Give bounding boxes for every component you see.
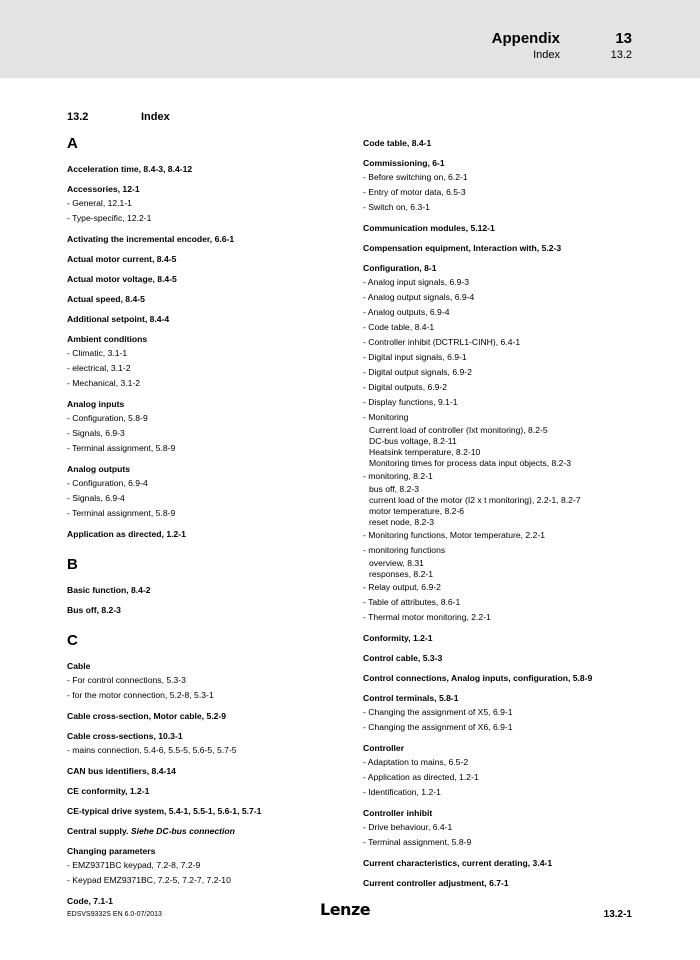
index-page-ref: 5.12-1	[470, 223, 495, 233]
index-subentry: - Terminal assignment, 5.8-9	[67, 508, 176, 518]
index-subentry: - Terminal assignment, 5.8-9	[363, 837, 472, 847]
header-chapter: 13	[615, 30, 632, 47]
index-term-text: Communication modules,	[363, 223, 469, 233]
index-term	[67, 333, 357, 346]
section-title: Index	[141, 111, 170, 123]
index-entry	[67, 333, 357, 391]
index-page-ref: 8.4-5	[125, 294, 145, 304]
index-term-text: Additional setpoint,	[67, 314, 148, 324]
index-term-text: Compensation equipment, Interaction with,	[363, 243, 540, 253]
index-page-ref: 8.4-3, 8.4-12	[143, 164, 193, 174]
index-term-text: Analog outputs	[67, 464, 131, 474]
index-subentry: - Before switching on, 6.2-1	[363, 172, 468, 182]
lenze-logo: Lenze	[320, 900, 371, 919]
index-term-text: Cable cross-section, Motor cable,	[67, 711, 205, 721]
index-entry	[67, 805, 357, 818]
index-subentry: - Changing the assignment of X5, 6.9-1	[363, 707, 513, 717]
index-entry	[67, 293, 357, 306]
index-subentry: - for the motor connection, 5.2-8, 5.3-1	[67, 690, 214, 700]
index-subentry: - Analog outputs, 6.9-4	[363, 307, 450, 317]
index-term-text: Activating the incremental encoder,	[67, 234, 213, 244]
index-page-ref: 1.2-1	[129, 786, 150, 796]
index-term	[67, 398, 357, 411]
index-column-left	[67, 134, 357, 915]
index-subentry-detail: DC-bus voltage, 8.2-11	[369, 436, 457, 446]
index-term-text: Control cable,	[363, 653, 421, 663]
index-page-ref: 6.6-1	[214, 234, 235, 244]
index-term-text: Ambient conditions	[67, 334, 148, 344]
index-term	[67, 730, 357, 743]
index-subentry: - Drive behaviour, 6.4-1	[363, 822, 453, 832]
index-subentry: - Thermal motor monitoring, 2.2-1	[363, 612, 491, 622]
section-number: 13.2	[67, 111, 89, 123]
index-entry	[363, 672, 673, 685]
index-term-text: Actual speed,	[67, 294, 123, 304]
index-subentry: - Switch on, 6.3-1	[363, 202, 430, 212]
index-entry	[363, 857, 673, 870]
index-term	[67, 710, 357, 723]
index-entry	[67, 604, 357, 617]
index-page-ref: 8.2-3	[101, 605, 121, 615]
index-term-text: Actual motor current,	[67, 254, 155, 264]
index-subentry: - Controller inhibit (DCTRL1-CINH), 6.4-1	[363, 337, 521, 347]
index-term-text: Control connections, Analog inputs, configuration,	[363, 673, 571, 683]
index-subentry: - electrical, 3.1-2	[67, 363, 131, 373]
index-subentry: - Digital outputs, 6.9-2	[363, 382, 448, 392]
index-entry	[363, 807, 673, 850]
index-page-ref: 5.8-1	[438, 693, 459, 703]
index-subentry: - Climatic, 3.1-1	[67, 348, 128, 358]
index-subentry: - Application as directed, 1.2-1	[363, 772, 479, 782]
index-page-ref: 1.2-1	[166, 529, 186, 539]
index-entry	[363, 242, 673, 255]
index-term-text: Current controller adjustment,	[363, 878, 487, 888]
index-page-ref: 5.8-9	[572, 673, 593, 683]
index-page-ref: 5.2-3	[541, 243, 562, 253]
index-term	[67, 253, 357, 266]
index-term-text: CE conformity,	[67, 786, 128, 796]
index-entry	[67, 273, 357, 286]
index-page-ref: 3.4-1	[532, 858, 553, 868]
index-entry	[363, 652, 673, 665]
index-term	[67, 233, 357, 246]
index-term	[67, 895, 357, 908]
index-term	[67, 293, 357, 306]
index-term	[67, 660, 357, 673]
index-term-text: Analog inputs	[67, 399, 125, 409]
index-page-ref: 8.4-5	[157, 274, 177, 284]
index-entry	[67, 584, 357, 597]
index-term-text: Commissioning,	[363, 158, 430, 168]
index-letter: B	[67, 556, 78, 573]
index-entry	[67, 785, 357, 798]
index-page-ref: 5.3-3	[422, 653, 443, 663]
index-page-ref: 7.1-1	[93, 896, 113, 906]
index-subentry-detail: Heatsink temperature, 8.2-10	[369, 447, 481, 457]
index-entry	[67, 233, 357, 246]
index-term-text: Code,	[67, 896, 91, 906]
index-subentry: - Adaptation to mains, 6.5-2	[363, 757, 469, 767]
index-subentry: - Relay output, 6.9-2	[363, 582, 441, 592]
index-entry	[67, 660, 357, 703]
index-subentry-detail: responses, 8.2-1	[369, 569, 434, 579]
index-entry	[363, 262, 673, 625]
index-term	[67, 163, 357, 176]
index-subentry-detail: motor temperature, 8.2-6	[369, 506, 465, 516]
index-subentry-detail: current load of the motor (I2 x t monitoring), 2.2-1, 8.2-7	[369, 495, 581, 505]
index-page-ref: 6-1	[432, 158, 445, 168]
index-term-text: Accessories,	[67, 184, 121, 194]
index-term	[67, 825, 357, 838]
index-entry	[363, 157, 673, 215]
index-column-right	[363, 137, 673, 897]
index-term	[363, 137, 673, 150]
index-subentry: - mains connection, 5.4-6, 5.5-5, 5.6-5, 5.7-5	[67, 745, 237, 755]
index-subentry: - monitoring functions	[363, 545, 446, 555]
index-subentry-detail: Monitoring times for process data input objects, 8.2-3	[369, 458, 572, 468]
index-term-text: Acceleration time,	[67, 164, 142, 174]
index-page-ref: 8.4-5	[156, 254, 177, 264]
index-term	[363, 742, 673, 755]
index-entry	[67, 730, 357, 758]
index-term-text: CAN bus identifiers,	[67, 766, 150, 776]
index-entry	[363, 632, 673, 645]
index-subentry: - Signals, 6.9-3	[67, 428, 125, 438]
index-term-text: Controller inhibit	[363, 808, 433, 818]
index-subentry-detail: Current load of controller (Ixt monitoring), 8.2-5	[369, 425, 548, 435]
index-subentry: - Monitoring	[363, 412, 409, 422]
index-term-text: Code table,	[363, 138, 410, 148]
index-term	[67, 463, 357, 476]
index-subentry: - Mechanical, 3.1-2	[67, 378, 141, 388]
index-subentry: - Analog input signals, 6.9-3	[363, 277, 470, 287]
index-term-text: Actual motor voltage,	[67, 274, 155, 284]
index-term	[67, 183, 357, 196]
index-subentry: - Signals, 6.9-4	[67, 493, 125, 503]
index-term-text: Current characteristics, current derating,	[363, 858, 531, 868]
index-term-text: Configuration,	[363, 263, 422, 273]
section-heading	[67, 111, 170, 123]
index-entry	[67, 463, 357, 521]
index-subentry: - General, 12.1-1	[67, 198, 132, 208]
index-term-text: Basic function,	[67, 585, 129, 595]
index-entry	[363, 137, 673, 150]
index-term	[67, 604, 357, 617]
index-subentry: - Terminal assignment, 5.8-9	[67, 443, 176, 453]
index-entry	[67, 398, 357, 456]
index-term	[67, 845, 357, 858]
index-entry	[363, 692, 673, 735]
index-entry	[67, 765, 357, 778]
index-page-ref: 8.4-4	[149, 314, 170, 324]
index-term	[363, 632, 673, 645]
index-entry	[67, 710, 357, 723]
index-term-text: Changing parameters	[67, 846, 156, 856]
page-number: 13.2-1	[603, 909, 632, 920]
index-term	[363, 877, 673, 890]
index-page-ref: 12-1	[122, 184, 140, 194]
index-subentry: - For control connections, 5.3-3	[67, 675, 186, 685]
index-term	[363, 857, 673, 870]
index-term	[363, 157, 673, 170]
index-term	[363, 222, 673, 235]
index-entry	[363, 222, 673, 235]
index-term-text: Control terminals,	[363, 693, 437, 703]
index-term	[67, 313, 357, 326]
index-subentry: - Analog output signals, 6.9-4	[363, 292, 475, 302]
index-subentry: - Configuration, 5.8-9	[67, 413, 148, 423]
index-entry	[67, 825, 357, 838]
index-term-text: Conformity,	[363, 633, 411, 643]
header-subtitle: Index	[533, 49, 560, 61]
index-term-text: Application as directed,	[67, 529, 164, 539]
index-page-ref: 8.4-1	[411, 138, 432, 148]
index-page-ref: 8-1	[424, 263, 437, 273]
index-subentry-detail: bus off, 8.2-3	[369, 484, 420, 494]
index-subentry: - Code table, 8.4-1	[363, 322, 435, 332]
index-term	[67, 805, 357, 818]
index-term	[67, 785, 357, 798]
index-page-ref: 5.2-9	[206, 711, 227, 721]
index-subentry-detail: reset node, 8.2-3	[369, 517, 434, 527]
index-subentry: - Digital input signals, 6.9-1	[363, 352, 467, 362]
index-page-ref: 5.4-1, 5.5-1, 5.6-1, 5.7-1	[168, 806, 262, 816]
index-term-text: Cable	[67, 661, 91, 671]
index-term	[67, 273, 357, 286]
index-subentry: - Configuration, 6.9-4	[67, 478, 148, 488]
index-term	[363, 807, 673, 820]
index-term	[67, 584, 357, 597]
index-entry	[67, 895, 357, 908]
index-subentry: - Keypad EMZ9371BC, 7.2-5, 7.2-7, 7.2-10	[67, 875, 231, 885]
index-term-text: Bus off,	[67, 605, 99, 615]
index-subentry: - monitoring, 8.2-1	[363, 471, 433, 481]
index-term	[363, 262, 673, 275]
index-entry	[67, 313, 357, 326]
index-entry	[67, 253, 357, 266]
index-entry	[363, 742, 673, 800]
index-entry	[363, 877, 673, 890]
index-term	[363, 672, 673, 685]
index-term	[363, 652, 673, 665]
index-subentry: - Display functions, 9.1-1	[363, 397, 458, 407]
index-see-also: Siehe DC-bus connection	[130, 826, 235, 836]
index-term-text: CE-typical drive system,	[67, 806, 167, 816]
page-header	[0, 0, 700, 78]
index-subentry: - Monitoring functions, Motor temperature, 2.2-1	[363, 530, 545, 540]
index-term	[363, 242, 673, 255]
index-letter: A	[67, 135, 78, 152]
index-term-text: Cable cross-sections,	[67, 731, 156, 741]
index-subentry: - Table of attributes, 8.6-1	[363, 597, 461, 607]
index-term	[363, 692, 673, 705]
index-entry	[67, 845, 357, 888]
index-term	[67, 765, 357, 778]
index-subentry: - Type-specific, 12.2-1	[67, 213, 152, 223]
index-term-text: Central supply.	[67, 826, 129, 836]
index-page-ref: 1.2-1	[412, 633, 433, 643]
index-page-ref: 6.7-1	[489, 878, 509, 888]
header-title: Appendix	[491, 30, 560, 47]
document-id: EDSVS9332S EN 6.0-07/2013	[67, 911, 162, 918]
index-term	[67, 528, 357, 541]
index-subentry: - Digital output signals, 6.9-2	[363, 367, 472, 377]
index-subentry: - Changing the assignment of X6, 6.9-1	[363, 722, 513, 732]
index-subentry: - Entry of motor data, 6.5-3	[363, 187, 466, 197]
index-term-text: Controller	[363, 743, 405, 753]
index-page-ref: 10.3-1	[158, 731, 183, 741]
index-letter: C	[67, 632, 78, 649]
index-page-ref: 8.4-2	[131, 585, 151, 595]
index-entry	[67, 163, 357, 176]
index-entry	[67, 528, 357, 541]
index-page-ref: 8.4-14	[151, 766, 176, 776]
index-subentry: - Identification, 1.2-1	[363, 787, 441, 797]
header-section: 13.2	[610, 49, 632, 61]
index-subentry: - EMZ9371BC keypad, 7.2-8, 7.2-9	[67, 860, 201, 870]
index-subentry-detail: overview, 8.31	[369, 558, 424, 568]
index-entry	[67, 183, 357, 226]
